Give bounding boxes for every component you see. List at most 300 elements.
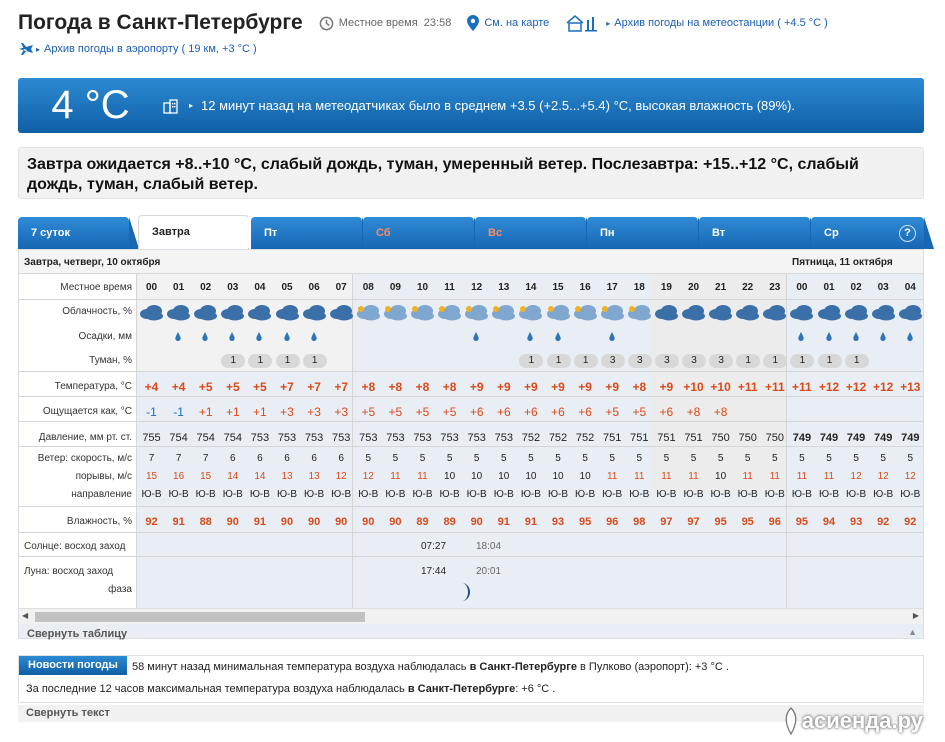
rain-drop-icon bbox=[202, 332, 208, 341]
cloud-icon bbox=[572, 302, 599, 322]
tab-7-days[interactable]: 7 суток bbox=[18, 217, 129, 249]
humidity-cell: 91 bbox=[172, 516, 185, 528]
pressure-cell: 752 bbox=[521, 432, 541, 444]
hour-cell: 07 bbox=[335, 282, 347, 293]
wind-cell: 5 bbox=[419, 453, 426, 464]
station-archive[interactable]: ▸ Архив погоды на метеостанции ( +4.5 °C ) bbox=[565, 14, 828, 32]
fog-cell: 1 bbox=[818, 354, 842, 368]
row-separator bbox=[19, 446, 923, 447]
hour-cell: 04 bbox=[904, 282, 916, 293]
row-label-fog: Туман, % bbox=[89, 355, 132, 366]
rain-drop-icon bbox=[256, 332, 262, 341]
local-time-value: 23:58 bbox=[423, 17, 452, 29]
feels-cell: +3 bbox=[280, 405, 294, 419]
cloud-icon bbox=[355, 302, 382, 322]
humidity-cell: 95 bbox=[741, 516, 754, 528]
gust-cell: 11 bbox=[661, 471, 672, 482]
current-temp: 4 °C bbox=[51, 83, 130, 127]
feels-cell: -1 bbox=[173, 405, 184, 419]
tab-friday[interactable]: Пт bbox=[251, 217, 362, 249]
fog-cell: 1 bbox=[790, 354, 814, 368]
row-separator bbox=[19, 421, 923, 422]
pressure-cell: 750 bbox=[711, 432, 730, 444]
collapse-text-link[interactable]: Свернуть текст bbox=[18, 705, 924, 722]
temp-cell: +9 bbox=[496, 380, 511, 394]
direction-cell: Ю-В bbox=[195, 489, 216, 500]
station-archive-link[interactable]: Архив погоды на метеостанции bbox=[614, 17, 775, 29]
feels-cell: +5 bbox=[632, 405, 647, 419]
gust-cell: 11 bbox=[769, 471, 780, 482]
fog-cell: 1 bbox=[303, 354, 327, 368]
cloud-icon bbox=[626, 302, 653, 322]
humidity-cell: 89 bbox=[443, 516, 456, 528]
gust-cell: 11 bbox=[417, 471, 428, 482]
temp-cell: +4 bbox=[171, 380, 186, 394]
rain-drop-icon bbox=[527, 332, 533, 341]
map-link-text[interactable]: См. на карте bbox=[484, 17, 550, 29]
direction-cell: Ю-В bbox=[737, 489, 758, 500]
pressure-cell: 749 bbox=[901, 432, 920, 444]
direction-cell: Ю-В bbox=[602, 489, 623, 500]
rain-drop-icon bbox=[907, 332, 913, 341]
map-pin-icon bbox=[467, 15, 479, 31]
direction-cell: Ю-В bbox=[846, 489, 867, 500]
gust-cell: 10 bbox=[552, 471, 564, 482]
airport-info: ( 19 км, +3 °C ) bbox=[181, 43, 257, 55]
cloud-icon bbox=[680, 302, 707, 322]
direction-cell: Ю-В bbox=[249, 489, 270, 500]
clock-icon bbox=[319, 16, 334, 31]
pressure-cell: 753 bbox=[467, 432, 486, 444]
row-separator bbox=[19, 556, 923, 557]
direction-cell: Ю-В bbox=[710, 489, 731, 500]
pressure-cell: 749 bbox=[792, 432, 812, 444]
feels-cell: +6 bbox=[496, 405, 511, 419]
airport-archive[interactable]: ▸ Архив погоды в аэропорту ( 19 км, +3 °C ) bbox=[18, 42, 257, 56]
news-line-1: 58 минут назад минимальная температура воздуха наблюдалась в Санкт-Петербурге в Пулково (аэропорт): +3 °C . bbox=[132, 661, 729, 673]
wind-cell: 5 bbox=[772, 453, 778, 464]
direction-cell: Ю-В bbox=[222, 489, 243, 500]
current-message: 12 минут назад на метеодатчиках было в среднем +3.5 (+2.5...+5.4) °C, высокая влажность (89%). bbox=[201, 98, 796, 113]
wind-cell: 5 bbox=[663, 453, 670, 464]
cloud-icon bbox=[599, 302, 626, 322]
cloud-icon bbox=[870, 302, 897, 322]
tab-monday[interactable]: Пн bbox=[587, 217, 698, 249]
wind-cell: 5 bbox=[690, 453, 697, 464]
humidity-cell: 96 bbox=[606, 516, 619, 528]
wind-cell: 7 bbox=[175, 453, 182, 464]
row-label-humidity: Влажность, % bbox=[66, 516, 132, 527]
gust-cell: 11 bbox=[606, 471, 618, 482]
cloud-icon bbox=[274, 302, 301, 322]
pressure-cell: 749 bbox=[874, 432, 893, 444]
news-tag: Новости погоды bbox=[19, 656, 127, 675]
cloud-icon bbox=[897, 302, 924, 322]
cloud-icon bbox=[490, 302, 517, 322]
humidity-cell: 90 bbox=[335, 516, 348, 528]
direction-cell: Ю-В bbox=[656, 489, 677, 500]
cloud-icon bbox=[192, 302, 219, 322]
humidity-cell: 90 bbox=[226, 516, 239, 528]
hour-cell: 03 bbox=[877, 282, 889, 293]
wind-cell: 5 bbox=[717, 453, 724, 464]
moonrise-time: 17:44 bbox=[421, 566, 447, 577]
temp-cell: +7 bbox=[307, 380, 321, 394]
cloud-icon bbox=[409, 302, 436, 322]
gust-cell: 11 bbox=[634, 471, 645, 482]
pressure-cell: 753 bbox=[304, 432, 324, 444]
pressure-cell: 751 bbox=[603, 432, 622, 444]
pressure-cell: 753 bbox=[494, 432, 513, 444]
humidity-cell: 97 bbox=[660, 516, 673, 528]
airport-archive-link[interactable]: Архив погоды в аэропорту bbox=[44, 43, 179, 55]
direction-cell: Ю-В bbox=[276, 489, 298, 500]
gust-cell: 10 bbox=[498, 471, 510, 482]
direction-cell: Ю-В bbox=[412, 489, 433, 500]
cloud-icon bbox=[816, 302, 843, 322]
direction-cell: Ю-В bbox=[141, 489, 162, 500]
wind-cell: 5 bbox=[880, 453, 886, 464]
pressure-cell: 749 bbox=[846, 432, 866, 444]
hour-cell: 20 bbox=[687, 282, 700, 293]
hour-cell: 12 bbox=[471, 282, 483, 293]
fog-cell: 1 bbox=[845, 354, 869, 368]
rain-drop-icon bbox=[798, 332, 804, 341]
gust-cell: 10 bbox=[579, 471, 591, 482]
gust-cell: 10 bbox=[525, 471, 537, 482]
pressure-cell: 753 bbox=[386, 432, 405, 444]
row-label-sun: Солнце: восход заход bbox=[24, 541, 126, 552]
wind-cell: 5 bbox=[365, 453, 372, 464]
direction-cell: Ю-В bbox=[873, 489, 894, 500]
scroll-thumb[interactable] bbox=[35, 612, 365, 622]
hour-cell: 02 bbox=[850, 282, 862, 293]
wind-cell: 5 bbox=[799, 453, 805, 464]
cloud-icon bbox=[436, 302, 463, 322]
feels-cell: +5 bbox=[388, 405, 403, 419]
row-label-precip: Осадки, мм bbox=[78, 331, 132, 342]
cloud-icon bbox=[328, 302, 355, 322]
wind-cell: 7 bbox=[148, 453, 155, 464]
pressure-cell: 753 bbox=[359, 432, 378, 444]
help-icon[interactable]: ? bbox=[899, 225, 916, 242]
humidity-cell: 95 bbox=[795, 516, 809, 528]
map-link[interactable] bbox=[467, 15, 549, 31]
temp-cell: +9 bbox=[605, 380, 620, 394]
row-separator bbox=[19, 299, 923, 300]
date-friday: Пятница, 11 октября bbox=[792, 257, 893, 268]
temp-cell: +11 bbox=[792, 380, 812, 394]
feels-cell: +8 bbox=[713, 405, 728, 419]
cloud-icon bbox=[246, 302, 273, 322]
cloud-icon bbox=[734, 302, 761, 322]
current-conditions: 4 °C ▸ 12 минут назад на метеодатчиках было в среднем +3.5 (+2.5...+5.4) °C, высокая влажность (89%). bbox=[18, 78, 924, 133]
pressure-cell: 753 bbox=[440, 432, 459, 444]
wind-cell: 5 bbox=[907, 453, 914, 464]
gust-cell: 12 bbox=[850, 471, 862, 482]
hour-cell: 06 bbox=[308, 282, 320, 293]
direction-cell: Ю-В bbox=[547, 489, 569, 500]
rain-drop-icon bbox=[311, 332, 317, 341]
feels-cell: +6 bbox=[524, 405, 538, 419]
hour-cell: 05 bbox=[281, 282, 293, 293]
tab-saturday[interactable]: Сб bbox=[363, 217, 474, 249]
humidity-cell: 95 bbox=[578, 516, 592, 528]
wind-cell: 6 bbox=[311, 453, 317, 464]
fog-cell: 3 bbox=[628, 354, 652, 368]
wind-cell: 5 bbox=[609, 453, 615, 464]
row-label-wind: Ветер: скорость, м/с bbox=[37, 453, 132, 464]
scroll-right-icon[interactable]: ▶ bbox=[912, 611, 919, 620]
collapse-table-link[interactable]: Свернуть таблицу bbox=[27, 628, 128, 640]
rain-drop-icon bbox=[229, 332, 235, 341]
feels-cell: +5 bbox=[415, 405, 430, 419]
fog-cell: 1 bbox=[736, 354, 760, 368]
row-label-feels: Ощущается как, °C bbox=[42, 406, 132, 417]
humidity-cell: 93 bbox=[849, 516, 863, 528]
hour-cell: 17 bbox=[606, 282, 618, 293]
gust-cell: 12 bbox=[904, 471, 916, 482]
cloud-icon bbox=[382, 302, 409, 322]
row-label-direction: направление bbox=[71, 489, 132, 500]
humidity-cell: 90 bbox=[280, 516, 294, 528]
pressure-cell: 755 bbox=[142, 432, 161, 444]
pressure-cell: 749 bbox=[819, 432, 839, 444]
temp-cell: +5 bbox=[253, 380, 267, 394]
direction-cell: Ю-В bbox=[900, 489, 921, 500]
pressure-cell: 753 bbox=[250, 432, 270, 444]
direction-cell: Ю-В bbox=[439, 489, 460, 500]
fog-cell: 3 bbox=[601, 354, 625, 368]
fog-cell: 3 bbox=[682, 354, 706, 368]
temp-cell: +9 bbox=[469, 380, 484, 394]
cloud-icon bbox=[517, 302, 544, 322]
pressure-cell: 752 bbox=[548, 432, 568, 444]
temp-cell: +11 bbox=[764, 380, 785, 394]
direction-cell: Ю-В bbox=[331, 489, 352, 500]
hour-cell: 08 bbox=[362, 282, 374, 293]
wind-cell: 6 bbox=[230, 453, 236, 464]
date-bar bbox=[19, 250, 923, 274]
wind-cell: 5 bbox=[636, 453, 643, 464]
humidity-cell: 91 bbox=[253, 516, 267, 528]
wind-cell: 5 bbox=[446, 453, 453, 464]
rain-drop-icon bbox=[880, 332, 886, 341]
scroll-left-icon[interactable]: ◀ bbox=[22, 611, 29, 620]
wind-cell: 5 bbox=[582, 453, 588, 464]
humidity-cell: 96 bbox=[768, 516, 781, 528]
feels-cell: +3 bbox=[334, 405, 349, 419]
direction-cell: Ю-В bbox=[575, 489, 596, 500]
temp-cell: +12 bbox=[818, 380, 840, 394]
hour-cell: 02 bbox=[200, 282, 212, 293]
direction-cell: Ю-В bbox=[358, 489, 379, 500]
fog-cell: 1 bbox=[763, 354, 787, 368]
row-label-pressure: Давление, мм рт. ст. bbox=[38, 432, 132, 443]
humidity-cell: 89 bbox=[416, 516, 429, 528]
fog-cell: 1 bbox=[574, 354, 598, 368]
row-label-gusts: порывы, м/с bbox=[75, 471, 132, 482]
pressure-cell: 751 bbox=[657, 432, 676, 444]
humidity-cell: 90 bbox=[470, 516, 483, 528]
humidity-cell: 91 bbox=[497, 516, 510, 528]
feels-cell: +1 bbox=[253, 405, 267, 419]
temp-cell: +8 bbox=[415, 380, 430, 394]
direction-cell: Ю-В bbox=[683, 489, 704, 500]
humidity-cell: 93 bbox=[551, 516, 565, 528]
gust-cell: 12 bbox=[877, 471, 889, 482]
hour-cell: 09 bbox=[389, 282, 401, 293]
temp-cell: +13 bbox=[900, 380, 921, 394]
temp-cell: +12 bbox=[845, 380, 867, 394]
wind-cell: 5 bbox=[555, 453, 561, 464]
rain-drop-icon bbox=[609, 332, 615, 341]
pressure-cell: 754 bbox=[223, 432, 242, 444]
wind-cell: 6 bbox=[257, 453, 263, 464]
temp-cell: +5 bbox=[225, 380, 240, 394]
hour-cell: 23 bbox=[769, 282, 781, 293]
tab-tuesday[interactable]: Вт bbox=[699, 217, 810, 249]
gust-cell: 15 bbox=[200, 471, 212, 482]
table-scrollbar[interactable] bbox=[19, 608, 923, 624]
wind-cell: 6 bbox=[338, 453, 344, 464]
temp-cell: +9 bbox=[551, 380, 565, 394]
wind-cell: 5 bbox=[826, 453, 832, 464]
feels-cell: +6 bbox=[578, 405, 592, 419]
news-line-2: За последние 12 часов максимальная температура воздуха наблюдалась в Санкт-Петербурге: +6 °C . bbox=[26, 683, 556, 695]
day-tabs bbox=[18, 215, 924, 249]
humidity-cell: 88 bbox=[199, 516, 212, 528]
feels-cell: +6 bbox=[551, 405, 565, 419]
forecast-summary: Завтра ожидается +8..+10 °C, слабый дождь, туман, умеренный ветер. Послезавтра: +15..+12 °C, слабый дождь, туман, слабый ветер. bbox=[18, 147, 924, 199]
sunrise-time: 07:27 bbox=[421, 541, 447, 552]
feels-cell: +6 bbox=[469, 405, 484, 419]
date-tomorrow: Завтра, четверг, 10 октября bbox=[24, 257, 161, 268]
temp-cell: +10 bbox=[710, 380, 731, 394]
row-separator bbox=[19, 396, 923, 397]
direction-cell: Ю-В bbox=[520, 489, 541, 500]
fog-cell: 1 bbox=[221, 354, 245, 368]
pressure-cell: 750 bbox=[738, 432, 757, 444]
hour-cell: 14 bbox=[525, 282, 537, 293]
direction-cell: Ю-В bbox=[791, 489, 812, 500]
wind-cell: 5 bbox=[473, 453, 480, 464]
hour-cell: 19 bbox=[660, 282, 672, 293]
gust-cell: 11 bbox=[796, 471, 808, 482]
moon-phase-icon bbox=[460, 583, 472, 601]
direction-cell: Ю-В bbox=[493, 489, 514, 500]
humidity-cell: 92 bbox=[877, 516, 890, 528]
station-temp: ( +4.5 °C ) bbox=[777, 17, 828, 29]
rain-drop-icon bbox=[473, 332, 479, 341]
gust-cell: 10 bbox=[715, 471, 727, 482]
temp-cell: +5 bbox=[198, 380, 213, 394]
fog-cell: 3 bbox=[709, 354, 733, 368]
temp-cell: +8 bbox=[361, 380, 376, 394]
hour-cell: 01 bbox=[823, 282, 835, 293]
gust-cell: 12 bbox=[362, 471, 374, 482]
watermark: асиенда.ру bbox=[780, 706, 923, 736]
gust-cell: 10 bbox=[471, 471, 483, 482]
hour-cell: 04 bbox=[254, 282, 266, 293]
fog-cell: 1 bbox=[519, 354, 543, 368]
tab-tomorrow[interactable]: Завтра bbox=[138, 215, 249, 249]
feels-cell: +8 bbox=[686, 405, 701, 419]
gust-cell: 13 bbox=[308, 471, 320, 482]
humidity-cell: 90 bbox=[389, 516, 402, 528]
cloud-icon bbox=[165, 302, 192, 322]
hour-cell: 00 bbox=[796, 282, 808, 293]
cloud-icon bbox=[843, 302, 870, 322]
pressure-cell: 751 bbox=[630, 432, 649, 444]
temp-cell: +8 bbox=[632, 380, 647, 394]
direction-cell: Ю-В bbox=[385, 489, 406, 500]
gust-cell: 15 bbox=[145, 471, 158, 482]
page-title: Погода в Санкт-Петербурге bbox=[18, 11, 303, 34]
forecast-table bbox=[18, 249, 924, 639]
hour-cell: 15 bbox=[552, 282, 564, 293]
gust-cell: 11 bbox=[688, 471, 699, 482]
temp-cell: +8 bbox=[388, 380, 403, 394]
direction-cell: Ю-В bbox=[629, 489, 650, 500]
humidity-cell: 90 bbox=[362, 516, 375, 528]
rain-drop-icon bbox=[175, 332, 181, 341]
tab-sunday[interactable]: Вс bbox=[475, 217, 586, 249]
pressure-cell: 754 bbox=[196, 432, 215, 444]
humidity-cell: 91 bbox=[524, 516, 538, 528]
wind-cell: 5 bbox=[528, 453, 534, 464]
cloud-icon bbox=[653, 302, 680, 322]
humidity-cell: 98 bbox=[633, 516, 646, 528]
feels-cell: +6 bbox=[659, 405, 674, 419]
hour-cell: 13 bbox=[498, 282, 510, 293]
direction-cell: Ю-В bbox=[466, 489, 487, 500]
pressure-cell: 753 bbox=[277, 432, 297, 444]
feels-cell: -1 bbox=[146, 405, 157, 419]
pressure-cell: 750 bbox=[765, 432, 784, 444]
gust-cell: 14 bbox=[254, 471, 266, 482]
row-label-clouds: Облачность, % bbox=[62, 306, 132, 317]
cloud-icon bbox=[761, 302, 788, 322]
cloud-icon bbox=[138, 302, 165, 322]
rain-drop-icon bbox=[853, 332, 859, 341]
gust-cell: 11 bbox=[742, 471, 753, 482]
hour-cell: 00 bbox=[145, 282, 158, 293]
row-label-phase: фаза bbox=[108, 584, 132, 595]
direction-cell: Ю-В bbox=[818, 489, 840, 500]
temp-cell: +10 bbox=[683, 380, 704, 394]
collapse-arrow-icon[interactable]: ▲ bbox=[908, 627, 917, 637]
station-icon bbox=[565, 14, 599, 32]
pressure-cell: 753 bbox=[332, 432, 351, 444]
fog-cell: 1 bbox=[547, 354, 571, 368]
gust-cell: 11 bbox=[390, 471, 401, 482]
humidity-cell: 97 bbox=[687, 516, 700, 528]
cloud-icon bbox=[545, 302, 572, 322]
page-header bbox=[18, 10, 844, 36]
hour-cell: 21 bbox=[715, 282, 727, 293]
rain-drop-icon bbox=[284, 332, 290, 341]
tab-wednesday[interactable]: Ср ? bbox=[811, 217, 924, 249]
feels-cell: +1 bbox=[225, 405, 240, 419]
row-label-moon: Луна: восход заход bbox=[24, 566, 114, 577]
humidity-cell: 95 bbox=[714, 516, 727, 528]
temp-cell: +4 bbox=[144, 380, 159, 394]
hour-cell: 18 bbox=[633, 282, 645, 293]
gust-cell: 14 bbox=[227, 471, 239, 482]
feels-cell: +5 bbox=[605, 405, 620, 419]
wind-cell: 5 bbox=[744, 453, 751, 464]
